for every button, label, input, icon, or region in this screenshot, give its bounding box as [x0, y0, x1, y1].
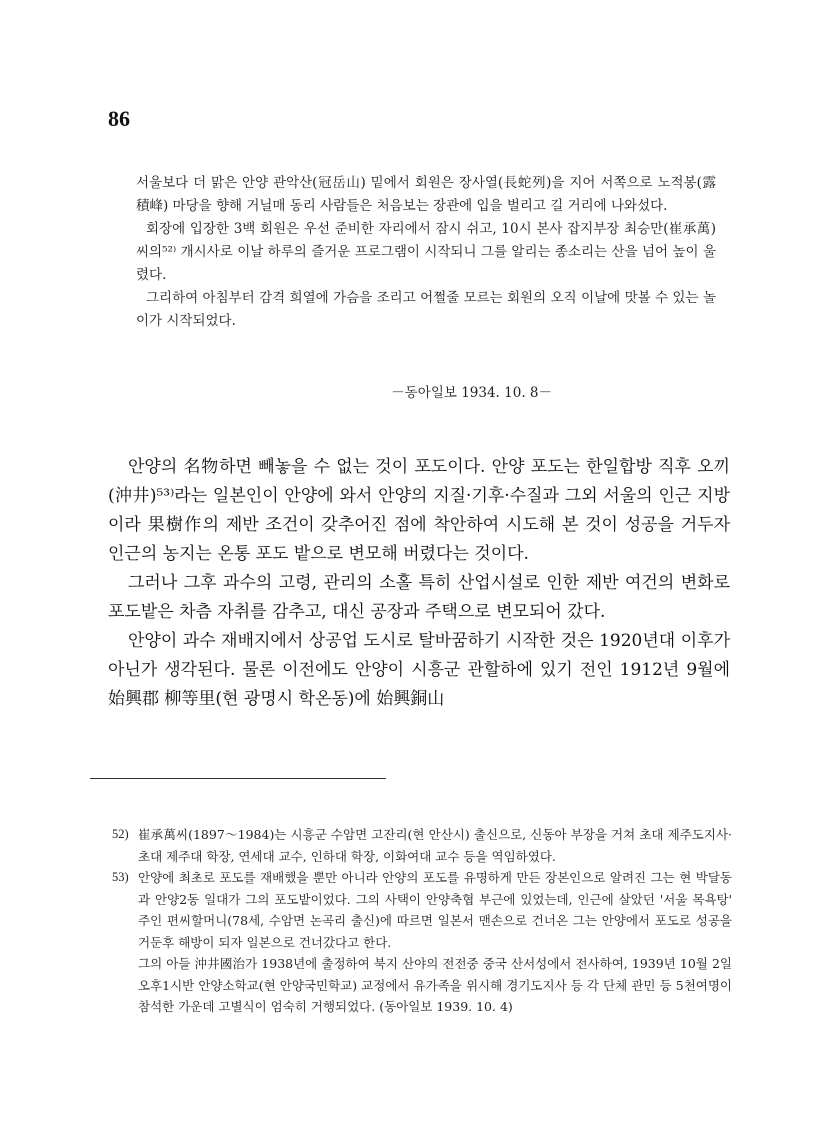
footnote-text: 안양에 최초로 포도를 재배했을 뿐만 아니라 안양의 포도를 유명하게 만든 장본인으로 알려진 그는 현 박달동과 안양2동 일대가 그의 포도밭이었다. 그의 사택이 안양축협 부근에 있었는데, 인근에 살았던 '서울 목욕탕' 주인 편씨할머니(78세, 수암면 논곡리 출신)에 따르면 일본서 맨손으로 건너온 그는 안양에서 포도로 성공을 거둔후 해방이 되자 일본으로 건너갔다고 한다.: [138, 870, 732, 950]
page-number: 86: [108, 106, 130, 131]
footnote-53: [112, 867, 732, 1018]
body-paragraph: 안양의 名物하면 빼놓을 수 없는 것이 포도이다. 안양 포도는 한일합방 직후 오끼(沖井)⁵³⁾라는 일본인이 안양에 와서 안양의 지질·기후·수질과 그외 서울의 인근 지방이라 果樹作의 제반 조건이 갖추어진 점에 착안하여 시도해 본 것이 성공을 거두자 인근의 농지는 온통 포도 밭으로 변모해 버렸다는 것이다.: [108, 457, 730, 564]
main-text: [108, 453, 730, 714]
footnote-number: 52): [112, 827, 129, 841]
footnote-52: [112, 824, 732, 867]
footnote-number: 53): [112, 870, 129, 884]
quoted-article: [136, 172, 716, 333]
footnote-body: [138, 824, 732, 867]
footnote-text: 崔承萬씨(1897～1984)는 시흥군 수암면 고잔리(현 안산시) 출신으로, 신동아 부장을 거쳐 초대 제주도지사·초대 제주대 학장, 연세대 교수, 인하대 학장, 이화여대 교수 등을 역임하였다.: [138, 827, 732, 864]
footnotes: [112, 824, 732, 1018]
quote-paragraph: 회장에 입장한 3백 회원은 우선 준비한 자리에서 잠시 쉬고, 10시 본사 잡지부장 최승만(崔承萬)씨의⁵²⁾ 개시사로 이날 하루의 즐거운 프로그램이 시작되니 그를 알리는 종소리는 산을 넘어 높이 울렸다.: [136, 221, 716, 283]
footnote-divider: [90, 778, 386, 779]
body-paragraph: 안양이 과수 재배지에서 상공업 도시로 탈바꿈하기 시작한 것은 1920년대 이후가 아닌가 생각된다. 물론 이전에도 안양이 시흥군 관할하에 있기 전인 1912년 9월에 始興郡 柳等里(현 광명시 학온동)에 始興銅山: [108, 631, 730, 709]
quote-source: －동아일보 1934. 10. 8－: [391, 385, 552, 401]
footnote-body: [138, 867, 732, 1018]
quote-paragraph: 서울보다 더 맑은 안양 관악산(冠岳山) 밑에서 회원은 장사열(長蛇列)을 지어 서쪽으로 노적봉(露積峰) 마당을 향해 거닐매 동리 사람들은 처음보는 장관에 입을 벌리고 길 거리에 나와섰다.: [136, 175, 716, 214]
footnote-text: 그의 아들 沖井國治가 1938년에 출정하여 북지 산야의 전전중 중국 산서성에서 전사하여, 1939년 10월 2일 오후1시반 안양소학교(현 안양국민학교) 교정에서 유가족을 위시해 경기도지사 등 각 단체 관민 등 5천여명이 참석한 가운데 고별식이 엄숙히 거행되었다. (동아일보 1939. 10. 4): [138, 956, 732, 1014]
body-paragraph: 그러나 그후 과수의 고령, 관리의 소홀 특히 산업시설로 인한 제반 여건의 변화로 포도밭은 차츰 자취를 감추고, 대신 공장과 주택으로 변모되어 갔다.: [108, 573, 730, 622]
quote-paragraph: 그리하여 아침부터 감격 희열에 가슴을 조리고 어쩔줄 모르는 회원의 오직 이날에 맛볼 수 있는 놀이가 시작되었다.: [136, 290, 716, 329]
